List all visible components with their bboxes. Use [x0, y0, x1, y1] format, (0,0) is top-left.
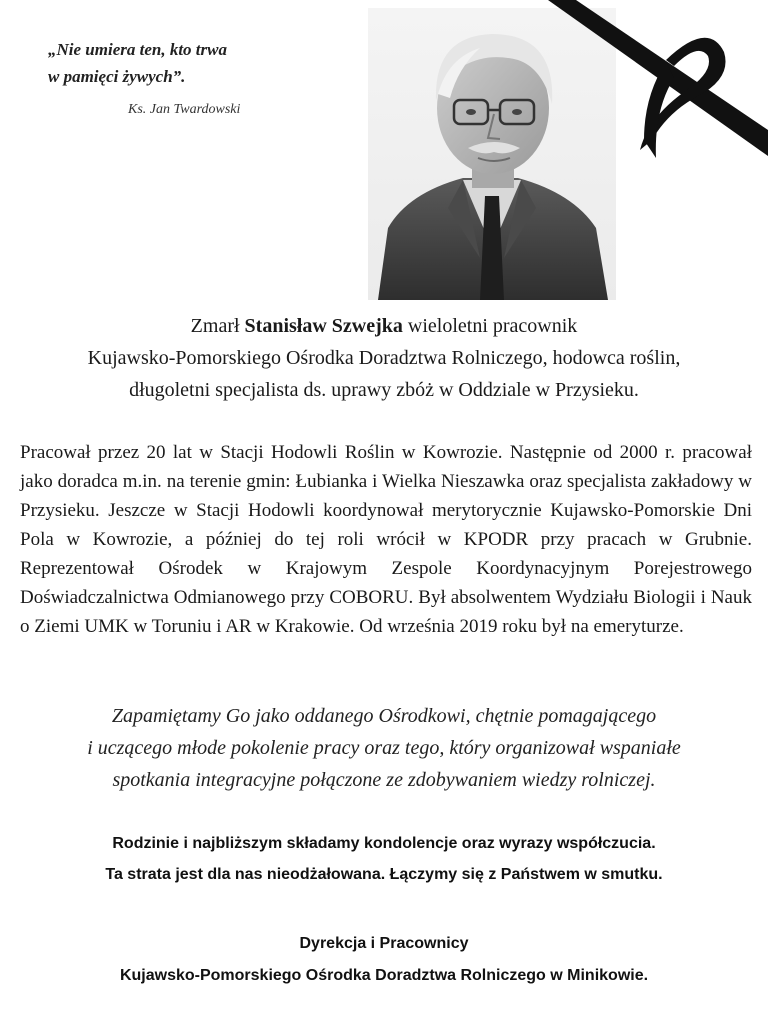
memory-line-1: Zapamiętamy Go jako oddanego Ośrodkowi, chętnie pomagającego: [111, 705, 657, 727]
condolences-text: [10, 828, 758, 890]
intro-line-2: Kujawsko-Pomorskiego Ośrodka Doradztwa Rolniczego, hodowca roślin,: [87, 347, 681, 369]
quote-line-1: „Nie umiera ten, kto trwa: [48, 40, 227, 59]
memorial-quote: [48, 36, 288, 90]
intro-prefix: Zmarł: [190, 315, 245, 337]
quote-line-2: w pamięci żywych”.: [48, 67, 186, 86]
memory-line-3: spotkania integracyjne połączone ze zdobywaniem wiedzy rolniczej.: [112, 769, 656, 791]
biography-paragraph: Pracował przez 20 lat w Stacji Hodowli Roślin w Kowrozie. Następnie od 2000 r. pracował jako doradca m.in. na terenie gmin: Łubianka i Wielka Nieszawka oraz specjalista zakładowy w Przysieku. Jeszcze w Stacji Hodowli koordynował merytorycznie Kujawsko-Pomorskie Dni Pola w Kowrozie, a później do tej roli wrócił w KPODR przy pracach w Grubnie. Reprezentował Ośrodek w Krajowym Zespole Koordynacyjnym Porejestrowego Doświadczalnictwa Odmianowego przy COBORU. Był absolwentem Wydziału Biologii i Nauk o Ziemi UMK w Toruniu i AR w Krakowie. Od września 2019 roku był na emeryturze.: [20, 442, 752, 637]
deceased-name: Stanisław Szwejka: [244, 315, 403, 337]
condolences-line-2: Ta strata jest dla nas nieodżałowana. Łączymy się z Państwem w smutku.: [105, 866, 663, 883]
condolences-line-1: Rodzinie i najbliższym składamy kondolencje oraz wyrazy współczucia.: [112, 835, 656, 852]
memory-line-2: i uczącego młode pokolenie pracy oraz tego, który organizował wspaniałe: [87, 737, 681, 759]
signature-line-2: Kujawsko-Pomorskiego Ośrodka Doradztwa Rolniczego w Minikowie.: [119, 967, 649, 984]
signature-block: [10, 928, 758, 992]
quote-author: Ks. Jan Twardowski: [128, 102, 241, 117]
intro-suffix: wieloletni pracownik: [402, 315, 578, 337]
intro-line-3: długoletni specjalista ds. uprawy zbóż w Oddziale w Przysieku.: [129, 379, 639, 401]
mourning-ribbon-icon: [548, 0, 768, 160]
remembrance-paragraph: [20, 700, 748, 796]
signature-line-1: Dyrekcja i Pracownicy: [299, 935, 469, 952]
intro-line-1: [20, 310, 748, 342]
announcement-intro: [20, 310, 748, 406]
